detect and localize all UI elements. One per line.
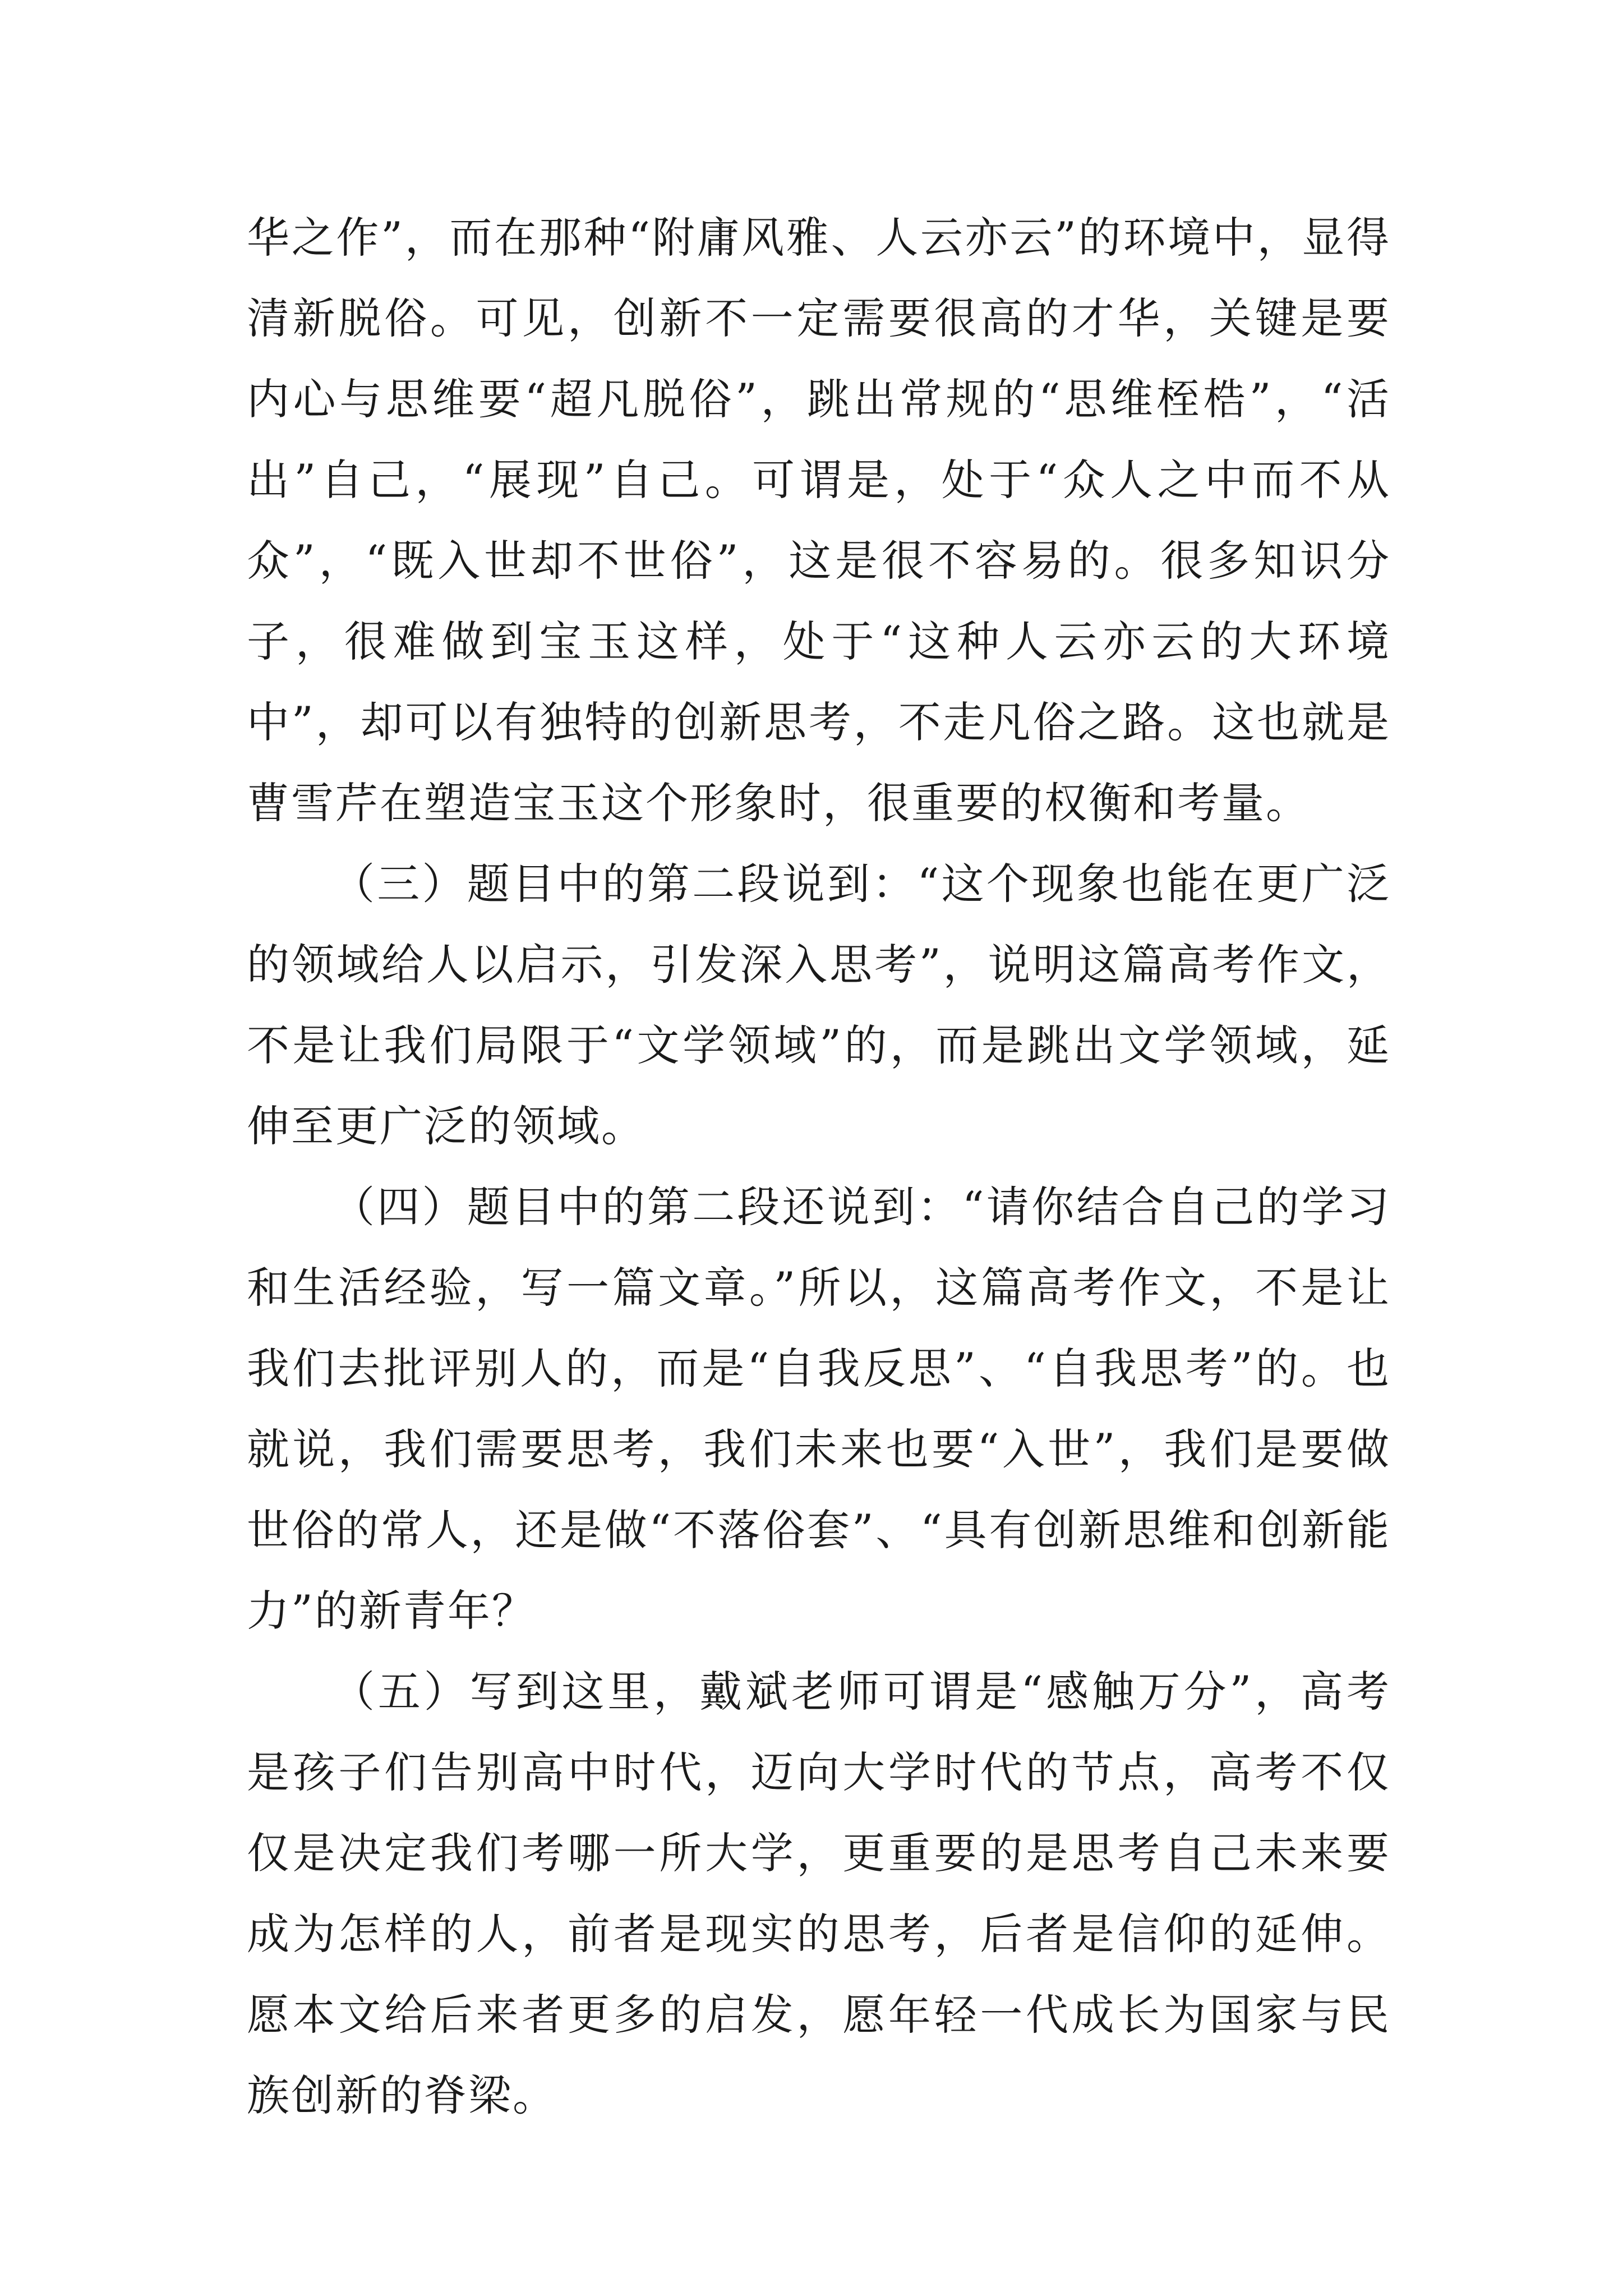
paragraph-section-four: （四）题目中的第二段还说到：“请你结合自己的学习和生活经验，写一篇文章。”所以，这篇高考作文，不是让我们去批评别人的，而是“自我反思”、“自我思考”的。也就说，我们需要思考，我们未来也要“入世”，我们是要做世俗的常人，还是做“不落俗套”、“具有创新思维和创新能力”的新青年？ [247,1182,1391,1636]
paragraph-continued: 华之作”，而在那种“附庸风雅、人云亦云”的环境中，显得清新脱俗。可见，创新不一定需要很高的才华，关键是要内心与思维要“超凡脱俗”，跳出常规的“思维桎梏”，“活出”自己，“展现”自己。可谓是，处于“众人之中而不从众”，“既入世却不世俗”，这是很不容易的。很多知识分子，很难做到宝玉这样，处于“这种人云亦云的大环境中”，却可以有独特的创新思考，不走凡俗之路。这也就是曹雪芹在塑造宝玉这个形象时，很重要的权衡和考量。 [247,213,1391,828]
paragraph-section-three: （三）题目中的第二段说到：“这个现象也能在更广泛的领域给人以启示，引发深入思考”，说明这篇高考作文，不是让我们局限于“文学领域”的，而是跳出文学领域，延伸至更广泛的领域。 [247,859,1391,1151]
document-body [247,197,1391,2136]
paragraph-section-five: （五）写到这里，戴斌老师可谓是“感触万分”，高考是孩子们告别高中时代，迈向大学时代的节点，高考不仅仅是决定我们考哪一所大学，更重要的是思考自己未来要成为怎样的人，前者是现实的思考，后者是信仰的延伸。愿本文给后来者更多的启发，愿年轻一代成长为国家与民族创新的脊梁。 [247,1667,1391,2120]
